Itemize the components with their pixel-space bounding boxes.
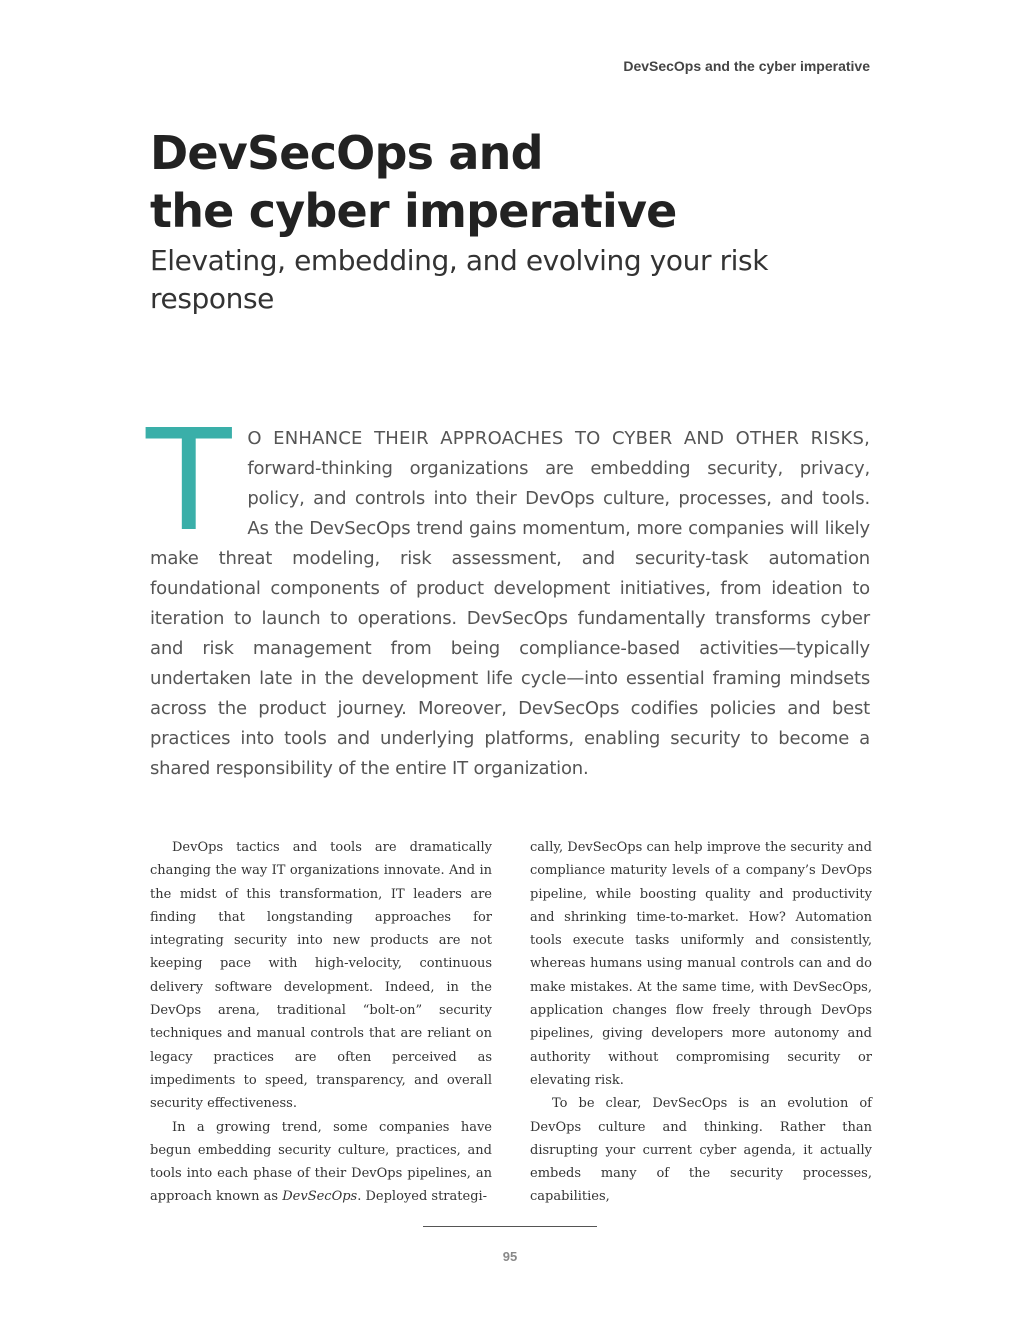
right-paragraph-1: cally, DevSecOps can help improve the security and compliance maturity levels of a company’s DevOps pipeline, while boosting quality and productivity and shrinking time-to-market. How? Automation tools execute tasks uniformly and consistently, whereas humans using manual controls can and do make mistakes. At the same time, with DevSecOps, application changes flow freely through DevOps pipelines, giving developers more autonomy and authority without compromising security or elevating risk. bbox=[530, 840, 872, 1088]
left-column bbox=[150, 836, 492, 1209]
drop-cap: T bbox=[146, 400, 232, 563]
title-line-1: DevSecOps and bbox=[150, 126, 543, 180]
left-paragraph-2-start: In a growing trend, some companies have begun embedding security culture, practices, and tools into each phase of their DevOps pipelines, an approach known as bbox=[150, 1119, 492, 1205]
title-line-2: the cyber imperative bbox=[150, 184, 677, 238]
right-column bbox=[530, 836, 872, 1209]
intro-caps-lead: O ENHANCE THEIR APPROACHES TO CYBER AND OTHER RISKS, bbox=[247, 428, 870, 449]
running-head: DevSecOps and the cyber imperative bbox=[623, 58, 870, 74]
page-title bbox=[150, 124, 890, 240]
page-number: 95 bbox=[502, 1249, 518, 1264]
right-paragraph-2: To be clear, DevSecOps is an evolution of DevOps culture and thinking. Rather than disrupting your current cyber agenda, it actually embeds many of the security processes, capabilities, bbox=[530, 1096, 872, 1205]
body-columns bbox=[150, 836, 872, 1209]
intro-paragraph bbox=[146, 400, 870, 784]
page-subtitle: Elevating, embedding, and evolving your risk response bbox=[150, 244, 769, 315]
left-paragraph-2-end: . Deployed strategi- bbox=[357, 1189, 488, 1205]
footer-rule bbox=[423, 1226, 597, 1227]
left-paragraph-1: DevOps tactics and tools are dramatically changing the way IT organizations innovate. And in the midst of this transformation, IT leaders are finding that longstanding approaches for integrating security into new products are not keeping pace with high-velocity, continuous delivery software development. Indeed, in the DevOps arena, traditional “bolt-on” security techniques and manual controls that are reliant on legacy practices are often perceived as impediments to speed, transparency, and overall security effectiveness. bbox=[150, 840, 492, 1112]
title-block bbox=[150, 124, 890, 318]
left-paragraph-2 bbox=[150, 1116, 492, 1209]
devsecops-term: DevSecOps bbox=[282, 1189, 358, 1205]
intro-text: forward-thinking organizations are embedding security, privacy, policy, and controls into their DevOps culture, processes, and tools. As the DevSecOps trend gains momentum, more companies will likely make threat modeling, risk assessment, and security-task automation foundational components of product development initiatives, from ideation to iteration to launch to operations. DevSecOps fundamentally transforms cyber and risk management from being compliance-based activities—typically undertaken late in the development life cycle—into essential framing mindsets across the product journey. Moreover, DevSecOps codifies policies and best practices into tools and underlying platforms, enabling security to become a shared responsibility of the entire IT organization. bbox=[150, 458, 870, 779]
